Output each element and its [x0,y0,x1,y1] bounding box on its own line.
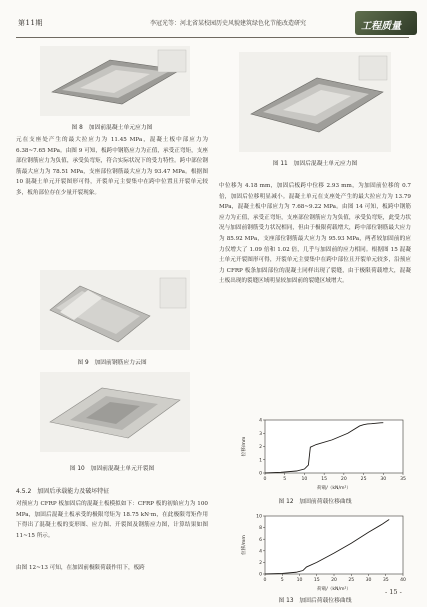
left-paragraph-2: 对预应力 CFRP 板加固后的混凝土板模拟如下：CFRP 板的初始应力为 100 MPa，加固后混凝土板承受的极限弯矩为 18.75 kN·m，在此极限弯矩作用下得出了混凝土板的变形图、应力图、开裂图及钢筋应力图，计算结果如图 11~15 所示。 [16,501,208,539]
page-number: - 15 - [385,588,402,596]
y-tick-label: 4 [259,418,262,424]
figure-9-caption: 图 9 加固前钢筋应力云图 [77,360,147,366]
x-tick-label: 20 [331,578,337,583]
figure-10-image [40,372,190,452]
x-tick-label: 30 [365,578,372,583]
y-tick-label: 4 [259,549,262,555]
x-tick-label: 5 [280,578,284,583]
chart-load-displacement-before [239,416,409,491]
chart-load-displacement-after [239,512,409,592]
y-tick-label: 2 [259,561,262,566]
plot-frame [265,516,403,574]
figure-12-caption: 图 12 加固前荷载位移曲线 [278,499,352,505]
x-tick-label: 0 [263,578,267,583]
figure-11-image [239,52,391,152]
x-tick-label: 10 [296,578,303,583]
x-tick-label: 30 [380,477,387,482]
left-paragraph-3: 由图 12~13 可知，在加固前极限荷载作用下，板跨 [16,565,145,571]
x-tick-label: 5 [283,477,287,482]
y-tick-label: 8 [259,526,262,532]
figure-11-caption: 图 11 加固后混凝土单元应力图 [272,161,358,167]
x-tick-label: 35 [382,578,389,583]
x-axis-label: 荷载/（kN/m²） [317,486,351,491]
y-axis-label: 位移/mm [242,535,247,555]
figure-8-caption: 图 8 加固前混凝土单元应力图 [71,125,153,131]
issue-number: 第11期 [18,19,43,27]
running-title: 李冠光等：河北省某校园历史风貌建筑绿色化节能改造研究 [150,20,307,27]
y-tick-label: 0 [259,471,262,477]
x-tick-label: 25 [348,578,355,583]
x-tick-label: 15 [313,578,320,583]
section-heading-4-5-2: 4.5.2 加固后承载能力及破坏特征 [16,488,110,495]
y-tick-label: 0 [259,572,262,578]
x-axis-label: 荷载/（kN/m²） [317,587,351,592]
y-tick-label: 3 [259,431,262,437]
y-tick-label: 6 [259,537,262,543]
plot-frame [265,420,403,473]
y-tick-label: 1 [259,458,262,464]
x-tick-label: 25 [360,477,367,482]
x-tick-label: 0 [263,477,267,482]
figure-9-image [40,270,190,350]
x-tick-label: 20 [340,477,347,482]
journal-logo-text: 工程质量 [361,21,401,32]
y-tick-label: 10 [256,514,262,520]
page-header [0,0,427,40]
x-tick-label: 10 [301,477,308,482]
figure-8-image [40,46,190,116]
x-tick-label: 15 [321,477,328,482]
x-tick-label: 35 [400,477,406,482]
x-tick-label: 40 [400,578,406,583]
y-tick-label: 2 [259,445,262,451]
journal-logo [355,11,417,35]
y-axis-label: 位移/mm [242,436,247,457]
figure-13-caption: 图 13 加固后荷载位移曲线 [278,598,352,604]
header-divider [16,37,409,38]
left-paragraph-1: 元在支座处产生的最大拉应力为 11.45 MPa，混凝土板中部应力为 6.38~7.65 MPa。由图 9 可知，板跨中钢筋应力为正值，承受正弯矩，支座部位钢筋应力为负值，承受负弯矩，符合实际状况下的受力特性。跨中部位钢筋最大应力为 78.51 MPa，支座部位钢筋最大应力为 93.47 MPa。根据图 10 混凝土单元开裂图形可得，开裂单元主要集中在跨中位置且开裂单元较多，板角部位存在少量开裂现象。 [16,137,208,196]
right-paragraph-1: 中位移为 4.18 mm，加固后板跨中位移 2.93 mm，为加固前位移的 0.7 倍，加固后位移明显减小。混凝土单元在支座处产生的最大拉应力为 13.79 MPa，混凝土板中部应力为 7.68~9.22 MPa。由图 14 可知，板跨中钢筋应力为正值，承受正弯矩，支座部位钢筋应力为负值，承受负弯矩，此受力状况与加固前钢筋受力状况相同，但由于极限荷载增大，跨中部位钢筋最大应力为 85.92 MPa，支座部位钢筋最大应力为 95.93 MPa，两者较加固前的应力仅增大了 1.09 倍和 1.02 倍，几乎与加固前的应力相同。根据图 15 混凝土单元开裂图形可得，开裂单元主要集中在跨中部位且开裂单元较多，沿预应力 CFRP 板条加固部位的混凝土同样出现了裂缝，由于极限荷载增大，混凝土板出现的裂缝区域明显较加固前的裂缝区域增大。 [219,183,411,285]
figure-10-caption: 图 10 加固前混凝土单元开裂图 [69,466,155,472]
